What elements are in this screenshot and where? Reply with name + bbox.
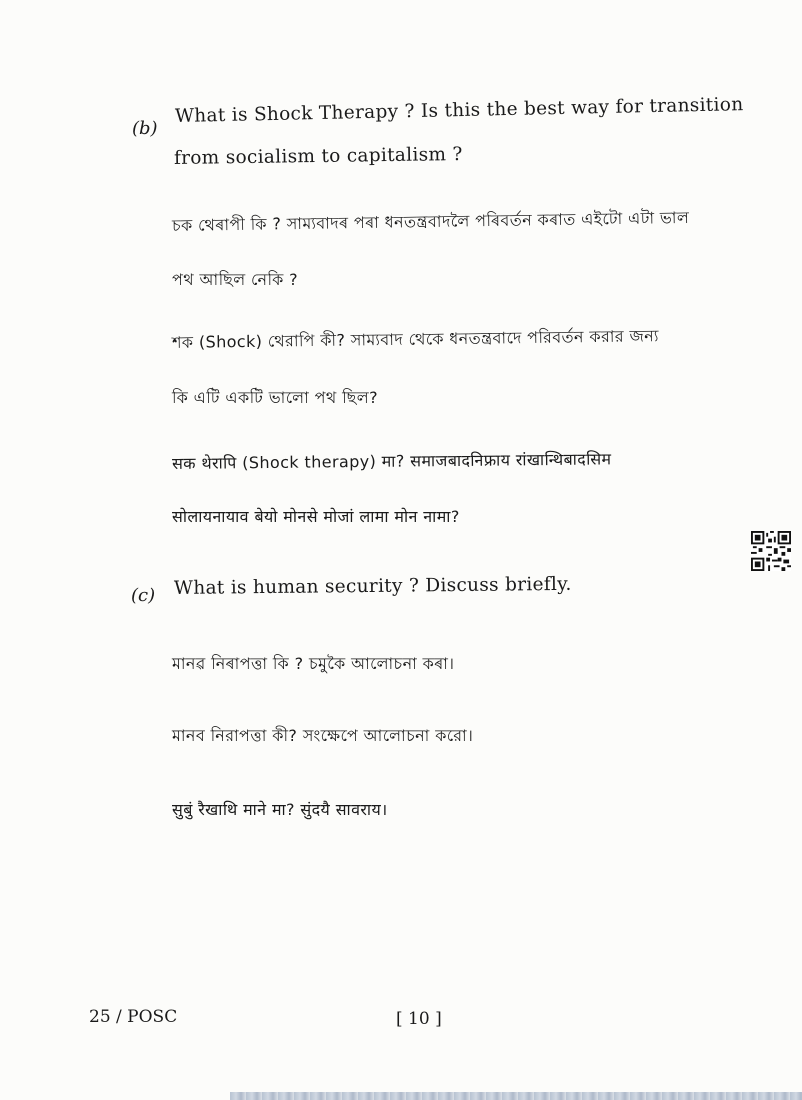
question-b-bodo-line2: सोलायनायाव बेयो मोनसे मोजां लामा मोन नामा?	[172, 507, 460, 526]
question-c-bodo-line1: सुबुं रैखाथि माने मा? सुंदयै सावराय।	[172, 800, 388, 819]
question-b-bengali-line1: শক (Shock) থেরাপি কী? সাম্যবাদ থেকে ধনতন্ত্রবাদে পরিবর্তন করার জন্য	[171, 326, 659, 352]
question-b-assamese-line2: পথ আছিল নেকি ?	[172, 270, 299, 289]
question-c-bengali-line1: মানব নিরাপত্তা কী? সংক্ষেপে আলোচনা করো।	[172, 726, 474, 745]
qr-code-icon	[751, 531, 791, 571]
question-c-english-line1: What is human security ? Discuss briefly.	[173, 573, 572, 599]
question-c-assamese-line1: মানৱ নিৰাপত্তা কি ? চমুকৈ আলোচনা কৰা।	[172, 654, 455, 673]
page-number: [ 10 ]	[396, 1009, 442, 1029]
question-b-english-line2: from socialism to capitalism ?	[173, 143, 463, 169]
question-b-assamese-line1: চক থেৰাপী কি ? সাম্যবাদৰ পৰা ধনতন্ত্ৰবাদলৈ পৰিবৰ্তন কৰাত এইটো এটা ভাল	[171, 207, 690, 235]
question-b-label: (b)	[132, 118, 158, 139]
question-b-bengali-line2: কি এটি একটি ভালো পথ ছিল?	[172, 388, 378, 407]
question-c-label: (c)	[131, 585, 156, 606]
scan-edge	[230, 1092, 802, 1100]
question-b-bodo-line1: सक थेरापि (Shock therapy) मा? समाजबादनिफ्राय रांखान्थिबादसिम	[171, 449, 612, 473]
paper-code: 25 / POSC	[89, 1007, 178, 1027]
question-b-english-line1: What is Shock Therapy ? Is this the best way for transition	[174, 94, 744, 127]
